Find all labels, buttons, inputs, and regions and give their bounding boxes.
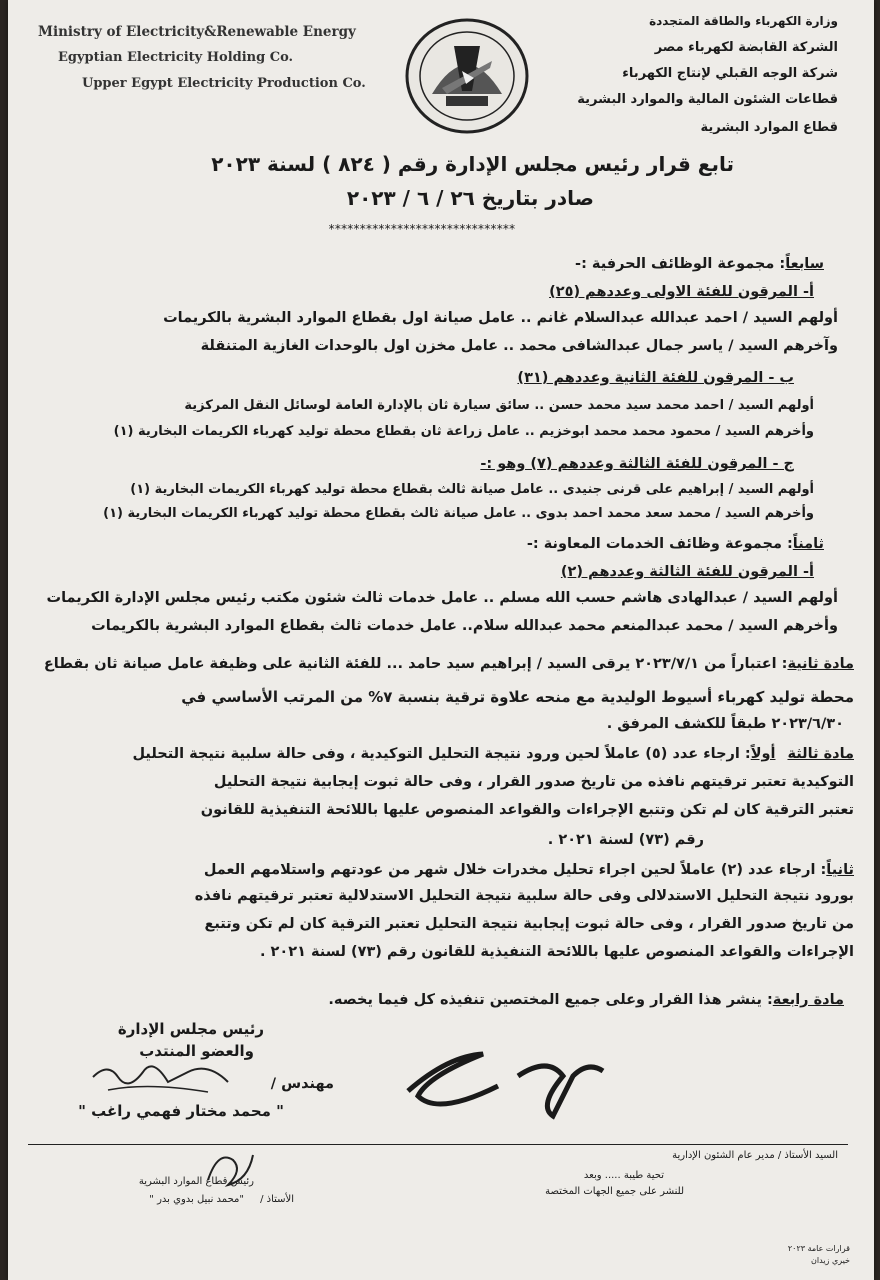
footer-greeting: تحية طيبة ..... وبعد [583, 1170, 664, 1181]
article-two-line2: محطة توليد كهرباء أسيوط الوليدية مع منحه علاوة ترقية بنسبة ٧% من المرتب الأساسي في [181, 688, 854, 706]
signature-prefix: مهندس / [270, 1076, 334, 1092]
section-seventh-heading [575, 256, 824, 272]
eighth-a-title: أ- المرقون للفئة الثالثة وعددهم (٢) [560, 564, 814, 580]
article-two-line1 [44, 656, 854, 672]
section-eighth-title: : مجموعة وظائف الخدمات المعاونة :- [526, 536, 793, 552]
signature-title1: رئيس مجلس الإدارة [117, 1020, 264, 1038]
header-ar-company: شركة الوجه القبلي لإنتاج الكهرباء [622, 66, 838, 81]
header-ar-sectors: قطاعات الشئون المالية والموارد البشرية [577, 92, 838, 107]
footer-hr-head: رئيس قطاع الموارد البشرية [138, 1176, 254, 1187]
header-ar-ministry: وزارة الكهرباء والطاقة المتجددة [649, 14, 838, 28]
eighth-a-first: أولهم السيد / عبدالهادى هاشم حسب الله مسلم .. عامل خدمات ثالث شئون مكتب رئيس مجلس الإدارة الكريمات [46, 590, 838, 606]
article-four-text: : ينشر هذا القرار وعلى جميع المختصين تنفيذه كل فيما يخصه. [328, 992, 773, 1008]
eighth-a-last: وأخرهم السيد / محمد عبدالمنعم محمد عبدالله سلام.. عامل خدمات ثالث بقطاع الموارد البشرية بالكريمات [91, 618, 838, 634]
company-logo [402, 16, 532, 136]
article-three-line1 [132, 746, 854, 762]
article-three-second-text1: : ارجاء عدد (٢) عاملاً لحين اجراء تحليل مخدرات خلال شهر من عودتهم واستلامهم العمل [203, 862, 827, 878]
article-three-label: مادة ثالثة [787, 746, 854, 762]
article-three-second-line3: من تاريخ صدور القرار ، وفى حالة ثبوت إيجابية نتيجة التحليل تعتبر الترقية كان لم تكن وتتبع [204, 916, 854, 932]
footer-hr-name: "محمد نبيل بدوي بدر " [149, 1194, 244, 1205]
seventh-a-last: وآخرهم السيد / ياسر جمال عبدالشافى محمد .. عامل مخزن اول بالوحدات الغازية المتنقلة [200, 338, 838, 354]
section-eighth-heading [527, 536, 824, 552]
article-three-first-line3: تعتبر الترقية كان لم تكن وتتبع الإجراءات والقواعد المنصوص عليها باللائحة التنفيذية للقانون [200, 802, 854, 818]
article-two-label: مادة ثانية [787, 656, 854, 672]
seventh-c-title: ج - المرقون للفئة الثالثة وعددهم (٧) وهو :- [480, 456, 794, 472]
seventh-a-first: أولهم السيد / احمد عبدالله عبدالسلام غانم .. عامل صيانة اول بقطاع الموارد البشرية بالكريمات [163, 310, 838, 326]
footer-distribute: للنشر على جميع الجهات المختصة [545, 1186, 684, 1197]
signature-name: " محمد مختار فهمي راغب " [78, 1102, 284, 1120]
article-three-first-text1: : ارجاء عدد (٥) عاملاً لحين ورود نتيجة التحليل التوكيدية ، وفى حالة سلبية نتيجة التحليل [132, 746, 751, 762]
article-four-label: مادة رابعة [772, 992, 844, 1008]
footer-ref1: قرارات عامة ٢٠٢٣ [787, 1244, 850, 1253]
decision-date: صادر بتاريخ ٢٦ / ٦ / ٢٠٢٣ [346, 186, 594, 210]
article-four-line [328, 992, 844, 1008]
document-page [8, 0, 874, 1280]
article-three-second-line2: بورود نتيجة التحليل الاستدلالى وفى حالة سلبية نتيجة التحليل الاستدلالية تعتبر ترقيتهم نافذه [194, 888, 854, 904]
seventh-b-last: وأخرهم السيد / محمود محمد محمد ابوخزيم .. عامل زراعة ثان بقطاع محطة توليد كهرباء الكريمات البخارية (١) [113, 424, 814, 439]
decision-title: تابع قرار رئيس مجلس الإدارة رقم ( ٨٢٤ ) لسنة ٢٠٢٣ [211, 152, 734, 176]
footer-ref2: خيري زيدان [811, 1256, 850, 1265]
header-en-holding: Egyptian Electricity Holding Co. [58, 50, 294, 65]
article-two-line3: ٢٠٢٣/٦/٣٠ طبقاً للكشف المرفق . [606, 716, 844, 732]
footer-to: السيد الأستاذ / مدير عام الشئون الإدارية [672, 1150, 838, 1161]
header-ar-hr: قطاع الموارد البشرية [700, 120, 838, 135]
signature-scribble-left [88, 1052, 248, 1102]
header-ar-holding: الشركة القابضة لكهرباء مصر [654, 40, 838, 55]
header-en-ministry: Ministry of Electricity&Renewable Energy [38, 24, 356, 40]
seventh-b-first: أولهم السيد / احمد محمد سيد محمد حسن .. سائق سيارة ثان بالإدارة العامة لوسائل النقل المركزية [184, 398, 814, 413]
seventh-a-title: أ- المرقون للفئة الاولى وعددهم (٢٥) [549, 284, 814, 300]
article-three-first-line4: رقم (٧٣) لسنة ٢٠٢١ . [547, 832, 704, 848]
signature-scribble-main [388, 1036, 618, 1126]
seventh-c-first: أولهم السيد / إبراهيم على قرنى جنيدى .. عامل صيانة ثالث بقطاع محطة توليد كهرباء الكريمات البخارية (١) [130, 482, 814, 497]
header-en-company: Upper Egypt Electricity Production Co. [82, 76, 366, 91]
article-three-second-label: ثانياً [826, 862, 854, 878]
section-seventh-label: سابعاً [785, 256, 824, 272]
footer-hr-prefix: الأستاذ / [260, 1194, 294, 1205]
seventh-c-last: وأخرهم السيد / محمد سعد محمد احمد بدوى .. عامل صيانة ثالث بقطاع محطة توليد كهرباء الكريمات البخارية (١) [103, 506, 814, 521]
signature-title2: والعضو المنتدب [139, 1042, 254, 1060]
article-two-text1: : اعتباراً من ٢٠٢٣/٧/١ يرقى السيد / إبراهيم سيد حامد ... للفئة الثانية على وظيفة عامل صيانة ثان بقطاع [43, 656, 788, 672]
title-separator: ****************************** [328, 222, 515, 236]
article-three-first-line2: التوكيدية تعتبر ترقيتهم نافذه من تاريخ صدور القرار ، وفى حالة ثبوت إيجابية نتيجة التحليل [213, 774, 854, 790]
section-seventh-title: : مجموعة الوظائف الحرفية :- [575, 256, 786, 272]
seventh-b-title: ب - المرقون للفئة الثانية وعددهم (٣١) [517, 370, 794, 386]
article-three-second-line1 [204, 862, 854, 878]
article-three-first-label: أولاً [750, 746, 776, 762]
hr-signature [198, 1140, 258, 1200]
section-eighth-label: ثامناً [792, 536, 824, 552]
footer-divider [28, 1144, 848, 1145]
article-three-second-line4: الإجراءات والقواعد المنصوص عليها باللائحة التنفيذية للقانون رقم (٧٣) لسنة ٢٠٢١ . [259, 944, 854, 960]
